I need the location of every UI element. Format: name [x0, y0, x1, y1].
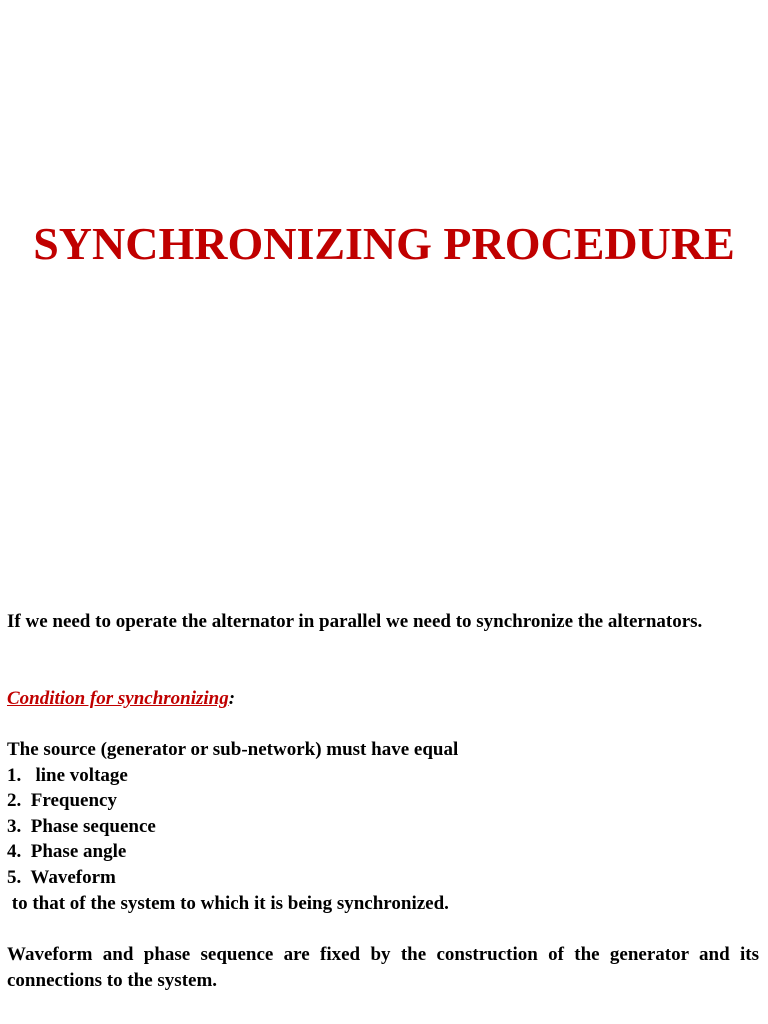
condition-heading-label: Condition for synchronizing [7, 688, 229, 709]
condition-item-waveform: 5. Waveform [7, 866, 116, 888]
conditions-block [7, 737, 759, 916]
condition-item-frequency: 2. Frequency [7, 790, 117, 812]
condition-item-line-voltage: 1. line voltage [7, 764, 128, 786]
conditions-lead: The source (generator or sub-network) must have equal [7, 739, 459, 760]
condition-item-phase-sequence: 3. Phase sequence [7, 815, 156, 837]
condition-item-phase-angle: 4. Phase angle [7, 841, 127, 863]
condition-heading [7, 686, 759, 712]
condition-heading-colon: : [228, 688, 236, 709]
intro-paragraph: If we need to operate the alternator in parallel we need to synchronize the alternators. [7, 611, 703, 632]
closing-paragraph: Waveform and phase sequence are fixed by the construction of the generator and its connections to the system. [7, 944, 759, 991]
page-title: SYNCHRONIZING PROCEDURE [33, 218, 735, 269]
conditions-trail: to that of the system to which it is being synchronized. [7, 892, 449, 914]
